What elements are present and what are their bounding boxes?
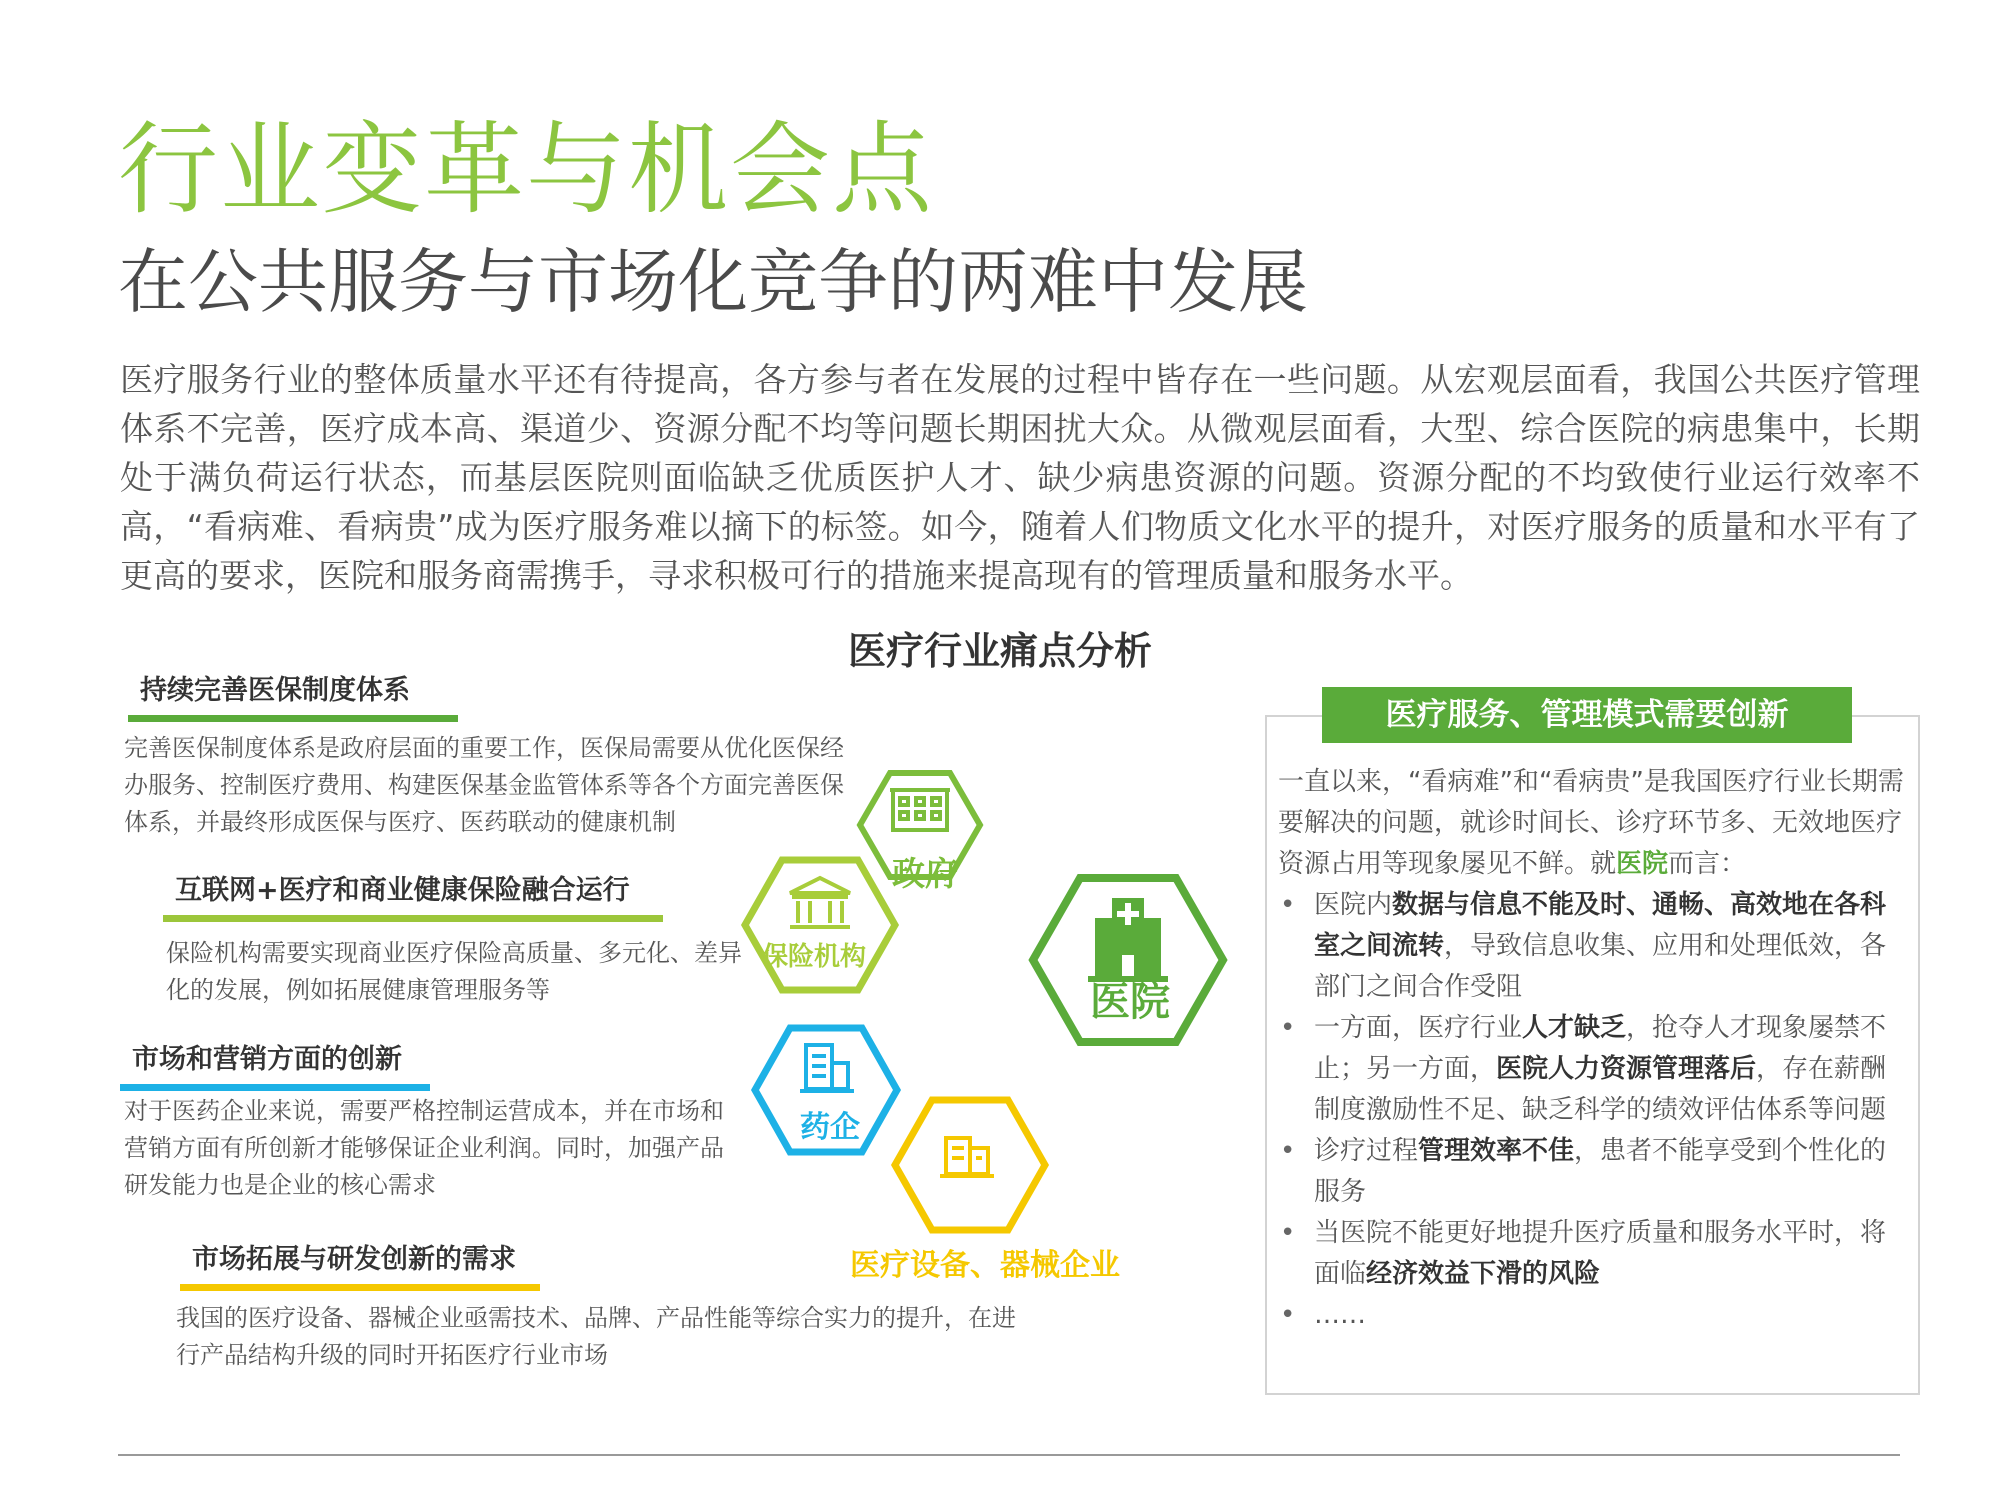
list-item [1278,1008,1908,1131]
panel-intro-highlight: 医院 [1616,849,1669,879]
hexagon-label-pharma: 药企 [800,1110,860,1145]
list-item [1278,1295,1908,1336]
item-text: ，患者不能享受到个性化的服务 [1314,1136,1887,1207]
pain-point-2 [163,868,663,922]
item-emphasis: 数据与信息不能及时、通畅、高效地在各科室之间流转 [1314,890,1887,961]
bullet-icon: • [1280,890,1296,920]
stakeholder-hexagons [740,760,1260,1290]
hexagon-equipment [895,1100,1045,1230]
item-text: …… [1314,1300,1366,1330]
pain-point-3 [120,1037,430,1091]
item-text: ，存在薪酬制度激励性不足、缺乏科学的绩效评估体系等问题 [1314,1054,1887,1125]
item-emphasis: 医院人力资源管理落后 [1496,1054,1757,1084]
pain-point-body: 保险机构需要实现商业医疗保险高质量、多元化、差异化的发展，例如拓展健康管理服务等 [166,939,742,1004]
item-text: ，导致信息收集、应用和处理低效，各部门之间合作受阻 [1314,931,1887,1002]
panel-intro [1278,762,1908,885]
item-text: 诊疗过程 [1314,1136,1419,1166]
page-subtitle: 在公共服务与市场化竞争的两难中发展 [118,241,1308,323]
item-text: 一方面，医疗行业 [1314,1013,1523,1043]
pain-point-body: 我国的医疗设备、器械企业亟需技术、品牌、产品性能等综合实力的提升，在进行产品结构升级的同时开拓医疗行业市场 [176,1304,1016,1369]
list-item [1278,1213,1908,1295]
hexagon-diagram [740,760,1260,1290]
pain-point-body: 对于医药企业来说，需要严格控制运营成本，并在市场和营销方面有所创新才能够保证企业利润。同时，加强产品研发能力也是企业的核心需求 [124,1097,724,1199]
bullet-icon: • [1280,1218,1296,1248]
pain-point-heading: 互联网+医疗和商业健康保险融合运行 [163,868,663,922]
intro-text: 医疗服务行业的整体质量水平还有待提高，各方参与者在发展的过程中皆存在一些问题。从宏观层面看，我国公共医疗管理体系不完善，医疗成本高、渠道少、资源分配不均等问题长期困扰大众。从微观层面看，大型、综合医院的病患集中，长期处于满负荷运行状态，而基层医院则面临缺乏优质医护人才、缺少病患资源的问题。资源分配的不均致使行业运行效率不高，“看病难、看病贵”成为医疗服务难以摘下的标签。如今，随着人们物质文化水平的提升，对医疗服务的质量和水平有了更高的要求，医院和服务商需携手，寻求积极可行的措施来提高现有的管理质量和服务水平。 [120,360,1920,595]
bullet-icon: • [1280,1136,1296,1166]
item-text: 医院内 [1314,890,1393,920]
bullet-icon: • [1280,1300,1296,1330]
page-title: 行业变革与机会点 [118,111,934,228]
panel-heading: 医疗服务、管理模式需要创新 [1322,687,1852,743]
hexagon-label-insurance: 保险机构 [762,942,867,972]
panel-intro-text: 一直以来，“看病难”和“看病贵”是我国医疗行业长期需要解决的问题，就诊时间长、诊疗环节多、无效地医疗资源占用等现象屡见不鲜。就 [1278,767,1904,879]
hexagon-label-equipment: 医疗设备、器械企业 [850,1248,1120,1283]
pain-point-body: 完善医保制度体系是政府层面的重要工作，医保局需要从优化医保经办服务、控制医疗费用、构建医保基金监管体系等各个方面完善医保体系，并最终形成医保与医疗、医药联动的健康机制 [124,734,844,836]
pain-point-heading: 市场和营销方面的创新 [120,1037,430,1091]
panel-bullet-list [1278,885,1908,1336]
hexagon-label-hospital: 医院 [1090,979,1170,1025]
item-text: ，抢夺人才现象屡禁不止；另一方面， [1314,1013,1887,1084]
pain-point-heading: 市场拓展与研发创新的需求 [180,1237,540,1291]
item-emphasis: 管理效率不佳 [1418,1136,1575,1166]
list-item [1278,1131,1908,1213]
item-emphasis: 人才缺乏 [1522,1013,1627,1043]
panel-intro-suffix: 而言： [1668,849,1747,879]
pain-point-1 [128,668,458,722]
hexagon-label-government: 政府 [892,854,958,893]
section-title: 医疗行业痛点分析 [847,629,1152,673]
list-item [1278,885,1908,1008]
item-text: 当医院不能更好地提升医疗质量和服务水平时，将面临 [1314,1218,1887,1289]
item-emphasis: 经济效益下滑的风险 [1366,1259,1601,1289]
intro-paragraph [120,355,1920,600]
pain-point-heading: 持续完善医保制度体系 [128,668,458,722]
bullet-icon: • [1280,1013,1296,1043]
footer-divider [118,1454,1900,1456]
pain-point-4 [180,1237,540,1291]
